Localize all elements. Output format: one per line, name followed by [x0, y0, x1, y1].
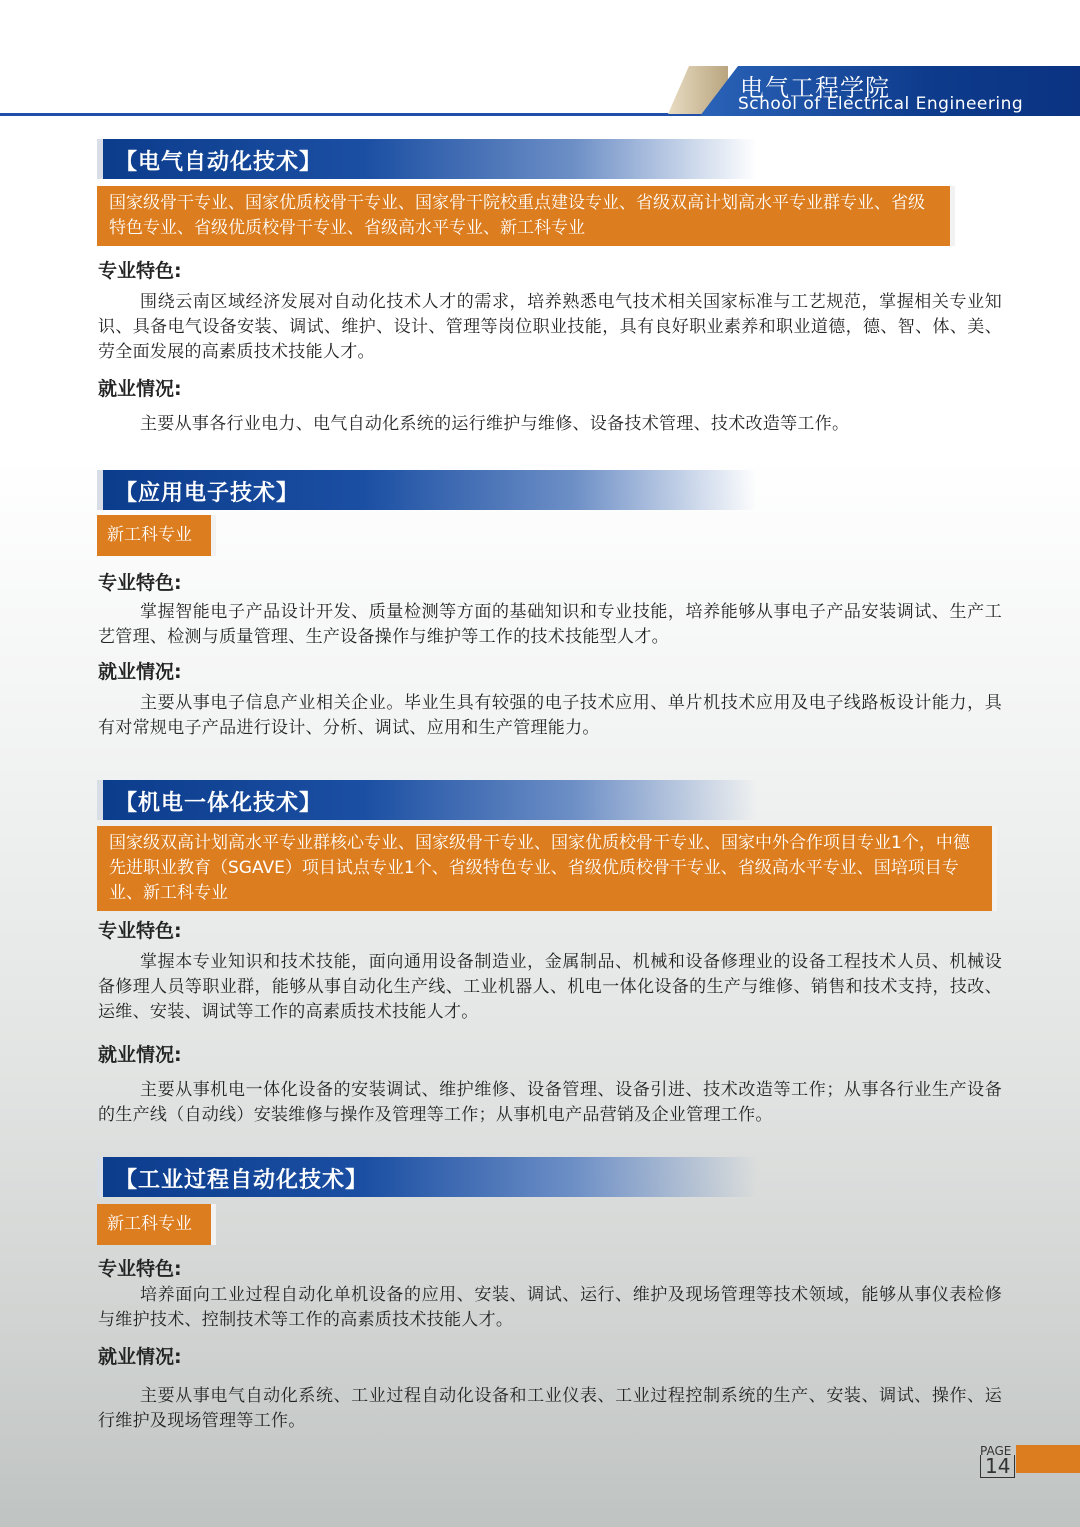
feature-text: 掌握本专业知识和技术技能，面向通用设备制造业，金属制品、机械和设备修理业的设备工程技术人员、机械设备修理人员等职业群，能够从事自动化生产线、工业机器人、机电一体化设备的生产与维修、销售和技术支持，技改、运维、安装、调试等工作的高素质技术技能人才。 — [98, 952, 1002, 1022]
page-word: PAGE — [980, 1444, 1012, 1458]
section-tags: 新工科专业 — [97, 515, 216, 556]
employment-text: 主要从事机电一体化设备的安装调试、维护维修、设备管理、设备引进、技术改造等工作；从事各行业生产设备的生产线（自动线）安装维修与操作及管理等工作；从事机电产品营销及企业管理工作。 — [98, 1080, 1002, 1125]
page-number: 14 — [980, 1455, 1015, 1478]
feature-label: 专业特色: — [98, 572, 182, 594]
section-title-bar — [97, 780, 757, 820]
employment-text: 主要从事电子信息产业相关企业。毕业生具有较强的电子技术应用、单片机技术应用及电子线路板设计能力，具有对常规电子产品进行设计、分析、调试、应用和生产管理能力。 — [98, 693, 1002, 738]
feature-text: 培养面向工业过程自动化单机设备的应用、安装、调试、运行、维护及现场管理等技术领域，能够从事仪表检修与维护技术、控制技术等工作的高素质技术技能人才。 — [98, 1285, 1002, 1330]
section-title: 【应用电子技术】 — [115, 481, 300, 506]
employment-label: 就业情况: — [98, 378, 182, 400]
section-title: 【工业过程自动化技术】 — [115, 1168, 369, 1193]
feature-text: 掌握智能电子产品设计开发、质量检测等方面的基础知识和专业技能，培养能够从事电子产品安装调试、生产工艺管理、检测与质量管理、生产设备操作与维护等工作的技术技能型人才。 — [98, 602, 1002, 647]
section-title: 【机电一体化技术】 — [115, 791, 323, 816]
feature-label: 专业特色: — [98, 1258, 182, 1280]
section-tags: 国家级双高计划高水平专业群核心专业、国家级骨干专业、国家优质校骨干专业、国家中外合作项目专业1个，中德先进职业教育（SGAVE）项目试点专业1个、省级特色专业、省级优质校骨干专业、省级高水平专业、国培项目专业、新工科专业 — [97, 826, 997, 911]
page-accent-bar — [1016, 1445, 1080, 1473]
employment-label: 就业情况: — [98, 1044, 182, 1066]
school-name-en: School of Electrical Engineering — [738, 94, 1024, 114]
section-tags: 新工科专业 — [97, 1204, 216, 1245]
employment-text: 主要从事电气自动化系统、工业过程自动化设备和工业仪表、工业过程控制系统的生产、安装、调试、操作、运行维护及现场管理等工作。 — [98, 1386, 1002, 1431]
section-title-bar — [97, 139, 757, 179]
employment-text: 主要从事各行业电力、电气自动化系统的运行维护与维修、设备技术管理、技术改造等工作。 — [140, 414, 850, 434]
employment-label: 就业情况: — [98, 661, 182, 683]
section-title: 【电气自动化技术】 — [115, 150, 323, 175]
feature-label: 专业特色: — [98, 260, 182, 282]
school-name-cn: 电气工程学院 — [740, 74, 890, 102]
section-title-bar — [97, 1157, 757, 1197]
employment-label: 就业情况: — [98, 1346, 182, 1368]
section-tags: 国家级骨干专业、国家优质校骨干专业、国家骨干院校重点建设专业、省级双高计划高水平专业群专业、省级特色专业、省级优质校骨干专业、省级高水平专业、新工科专业 — [97, 186, 955, 246]
feature-text: 围绕云南区域经济发展对自动化技术人才的需求，培养熟悉电气技术相关国家标准与工艺规范，掌握相关专业知识、具备电气设备安装、调试、维护、设计、管理等岗位职业技能，具有良好职业素养和职业道德，德、智、体、美、劳全面发展的高素质技术技能人才。 — [98, 292, 1002, 362]
section-title-bar — [97, 470, 757, 510]
feature-label: 专业特色: — [98, 920, 182, 942]
